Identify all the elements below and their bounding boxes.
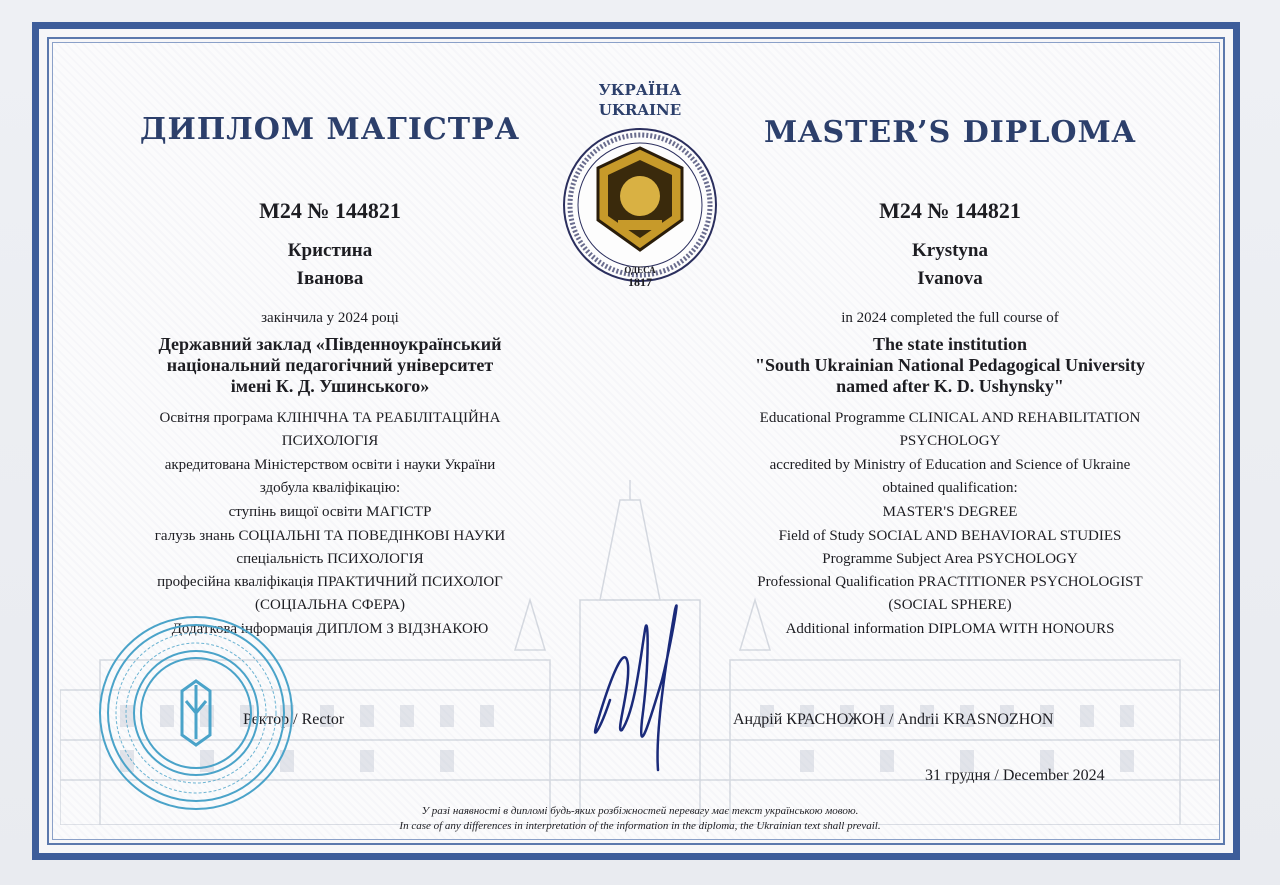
qualification-uk: здобула кваліфікацію: <box>259 480 401 496</box>
programme-en: Educational Programme CLINICAL AND REHABILITATION <box>759 410 1141 426</box>
footer-note-en: In case of any differences in interpretation of the information in the diploma, the Ukrainian text shall prevail. <box>399 820 881 832</box>
prof-qualification-uk: професійна кваліфікація ПРАКТИЧНИЙ ПСИХОЛОГ <box>157 574 503 590</box>
accredited-uk: акредитована Міністерством освіти і науки України <box>164 457 496 473</box>
programme-uk-cont: ПСИХОЛОГІЯ <box>281 433 379 449</box>
seal-city: ОДЕСА <box>624 265 656 275</box>
institution-en-line3: named after K. D. Ushynsky" <box>836 376 1064 396</box>
prof-qualification-uk-cont: (СОЦІАЛЬНА СФЕРА) <box>255 597 405 613</box>
institution-uk-line3: імені К. Д. Ушинського» <box>230 376 430 396</box>
institution-en-line1: The state institution <box>872 334 1027 354</box>
programme-en-cont: PSYCHOLOGY <box>899 433 1001 449</box>
institution-uk-line2: національний педагогічний університет <box>166 355 494 375</box>
first-name-en: Krystyna <box>912 240 988 261</box>
degree-uk: ступінь вищої освіти МАГІСТР <box>228 504 432 520</box>
diploma-number-en: M24 № 144821 <box>879 198 1021 223</box>
additional-info-en: Additional information DIPLOMA WITH HONOURS <box>785 621 1115 637</box>
official-stamp <box>96 613 296 813</box>
issue-date: 31 грудня / December 2024 <box>925 767 1105 784</box>
last-name-uk: Іванова <box>296 268 364 289</box>
prof-qualification-en-cont: (SOCIAL SPHERE) <box>888 597 1012 613</box>
country-uk: УКРАЇНА <box>598 81 682 99</box>
completed-en: in 2024 completed the full course of <box>841 310 1059 326</box>
rector-signature <box>580 570 700 780</box>
qualification-en: obtained qualification: <box>882 480 1018 496</box>
title-en: MASTER’S DIPLOMA <box>763 115 1137 150</box>
first-name-uk: Кристина <box>287 240 373 261</box>
additional-info-uk: Додаткова інформація ДИПЛОМ З ВІДЗНАКОЮ <box>171 621 489 637</box>
programme-uk: Освітня програма КЛІНІЧНА ТА РЕАБІЛІТАЦІЙНА <box>159 410 501 426</box>
title-uk: ДИПЛОМ МАГІСТРА <box>139 112 521 147</box>
degree-en: MASTER'S DEGREE <box>882 504 1018 520</box>
diploma-number-uk: M24 № 144821 <box>259 198 401 223</box>
subject-area-en: Programme Subject Area PSYCHOLOGY <box>822 551 1078 567</box>
last-name-en: Ivanova <box>917 268 983 289</box>
field-en: Field of Study SOCIAL AND BEHAVIORAL STUDIES <box>778 528 1122 544</box>
rector-label: Ректор / Rector <box>243 711 345 728</box>
field-uk: галузь знань СОЦІАЛЬНІ ТА ПОВЕДІНКОВІ НАУКИ <box>154 528 506 544</box>
institution-uk-line1: Державний заклад «Південноукраїнський <box>158 334 502 354</box>
signatory-name: Андрій КРАСНОЖОН / Andrii KRASNOZHON <box>733 711 1054 728</box>
specialty-uk: спеціальність ПСИХОЛОГІЯ <box>236 551 424 567</box>
footer-note-uk: У разі наявності в дипломі будь-яких розбіжностей перевагу має текст українською мовою. <box>421 805 859 817</box>
completed-uk: закінчила у 2024 році <box>261 310 399 326</box>
accredited-en: accredited by Ministry of Education and Science of Ukraine <box>769 457 1131 473</box>
institution-en-line2: "South Ukrainian National Pedagogical University <box>754 355 1146 375</box>
prof-qualification-en: Professional Qualification PRACTITIONER PSYCHOLOGIST <box>757 574 1143 590</box>
seal-year: 1817 <box>628 275 652 289</box>
country-en: UKRAINE <box>598 101 682 119</box>
